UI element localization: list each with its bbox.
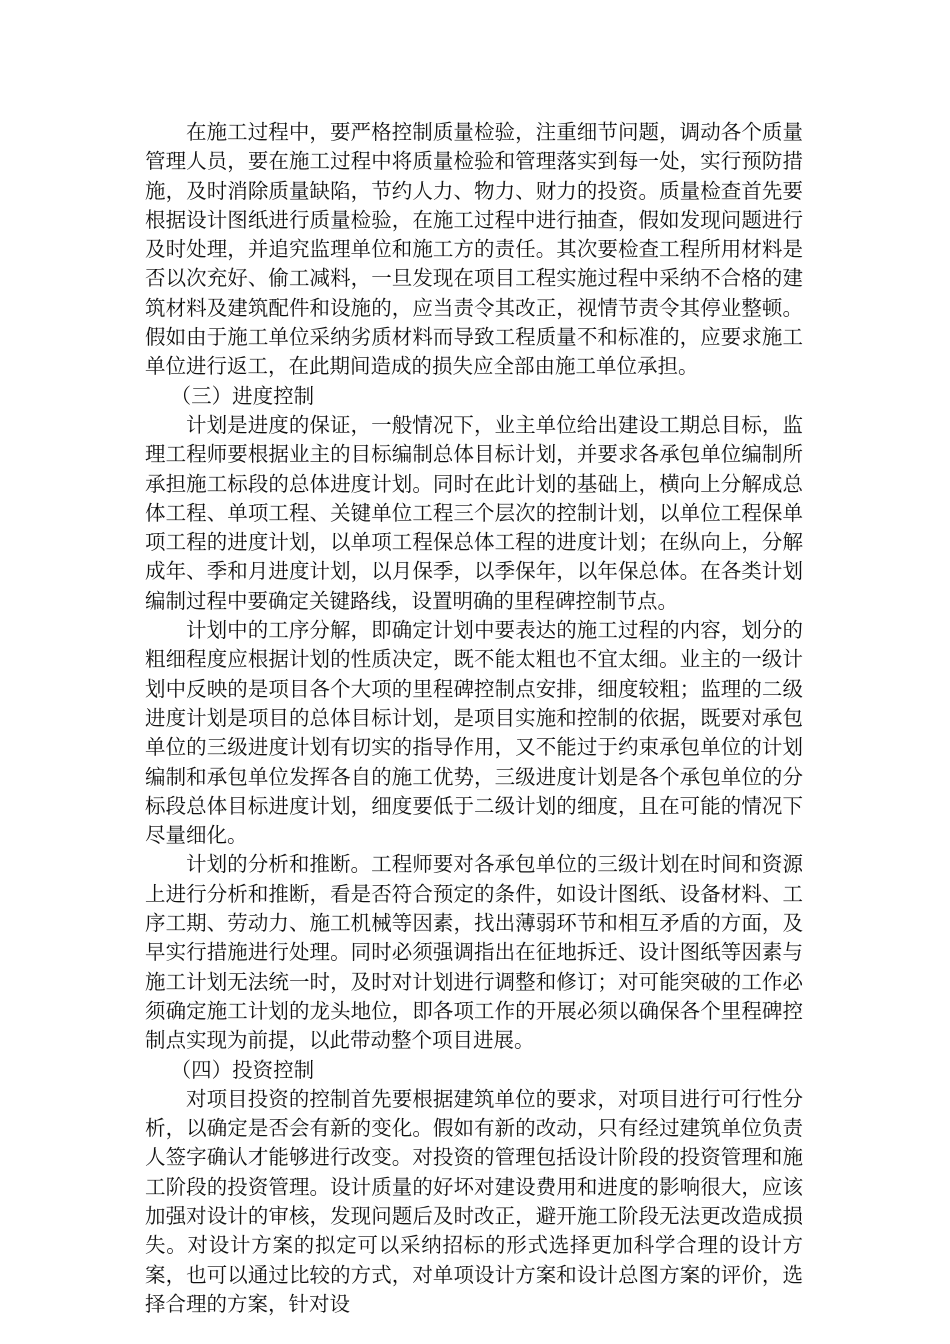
paragraph-investment-control: 对项目投资的控制首先要根据建筑单位的要求，对项目进行可行性分析，以确定是否会有新的变化。假如有新的改动，只有经过建筑单位负责人签字确认才能够进行改变。对投资的管理包括设计阶段的投资管理和施工阶段的投资管理。设计质量的好坏对建设费用和进度的影响很大，应该加强对设计的审核，发现问题后及时改正，避开施工阶段无法更改造成损失。对设计方案的拟定可以采纳招标的形式选择更加科学合理的设计方案，也可以通过比较的方式，对单项设计方案和设计总图方案的评价，选择合理的方案，针对设 <box>145 1086 803 1316</box>
paragraph-quality-inspection: 在施工过程中，要严格控制质量检验，注重细节问题，调动各个质量管理人员，要在施工过程中将质量检验和管理落实到每一处，实行预防措施，及时消除质量缺陷，节约人力、物力、财力的投资。质量检查首先要根据设计图纸进行质量检验，在施工过程中进行抽查，假如发现问题进行及时处理，并追究监理单位和施工方的责任。其次要检查工程所用材料是否以次充好、偷工减料，一旦发现在项目工程实施过程中采纳不合格的建筑材料及建筑配件和设施的，应当责令其改正，视情节责令其停业整顿。假如由于施工单位采纳劣质材料而导致工程质量不和标准的，应要求施工单位进行返工，在此期间造成的损失应全部由施工单位承担。 <box>145 120 803 379</box>
paragraph-process-breakdown: 计划中的工序分解，即确定计划中要表达的施工过程的内容，划分的粗细程度应根据计划的性质决定，既不能太粗也不宜太细。业主的一级计划中反映的是项目各个大项的里程碑控制点安排，细度较粗；监理的二级进度计划是项目的总体目标计划，是项目实施和控制的依据，既要对承包单位的三级进度计划有切实的指导作用，又不能过于约束承包单位的计划编制和承包单位发挥各自的施工优势，三级进度计划是各个承包单位的分标段总体目标进度计划，细度要低于二级计划的细度，且在可能的情况下尽量细化。 <box>145 618 803 848</box>
section-heading-schedule-control: （三）进度控制 <box>170 383 315 408</box>
paragraph-plan-analysis: 计划的分析和推断。工程师要对各承包单位的三级计划在时间和资源上进行分析和推断，看是否符合预定的条件，如设计图纸、设备材料、工序工期、劳动力、施工机械等因素，找出薄弱环节和相互矛盾的方面，及早实行措施进行处理。同时必须强调指出在征地拆迁、设计图纸等因素与施工计划无法统一时，及时对计划进行调整和修订；对可能突破的工作必须确定施工计划的龙头地位，即各项工作的开展必须以确保各个里程碑控制点实现为前提，以此带动整个项目进展。 <box>145 852 803 1053</box>
section-heading-investment-control: （四）投资控制 <box>170 1057 315 1082</box>
paragraph-schedule-plan: 计划是进度的保证，一般情况下，业主单位给出建设工期总目标，监理工程师要根据业主的目标编制总体目标计划，并要求各承包单位编制所承担施工标段的总体进度计划。同时在此计划的基础上，横向上分解成总体工程、单项工程、关键单位工程三个层次的控制计划，以单位工程保单项工程的进度计划，以单项工程保总体工程的进度计划；在纵向上，分解成年、季和月进度计划，以月保季，以季保年，以年保总体。在各类计划编制过程中要确定关键路线，设置明确的里程碑控制节点。 <box>145 412 803 613</box>
document-page <box>145 118 803 1319</box>
